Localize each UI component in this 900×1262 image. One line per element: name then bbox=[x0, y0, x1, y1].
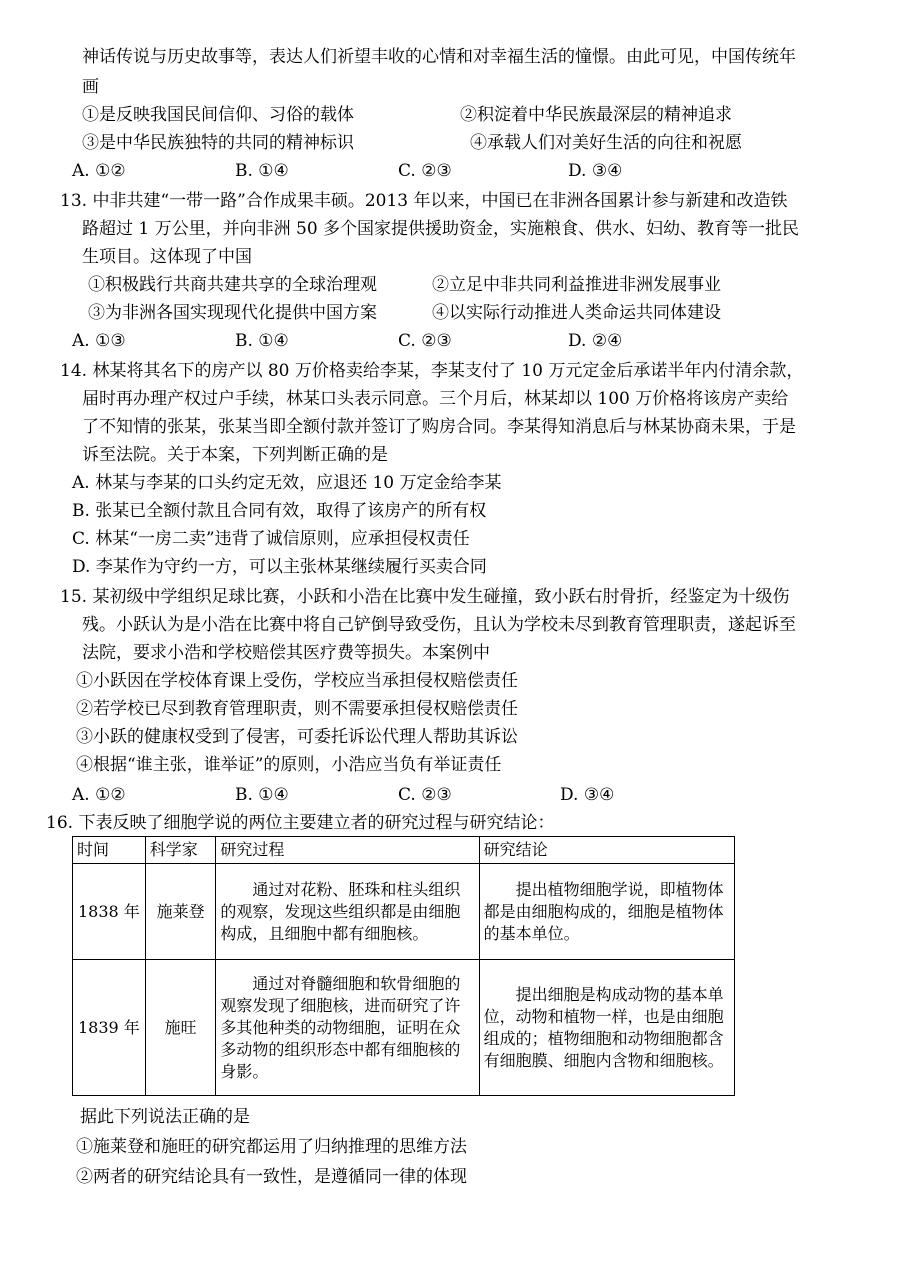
q12-statement-1: ①是反映我国民间信仰、习俗的载体 bbox=[82, 105, 354, 125]
q14-option-b[interactable]: B. 张某已全额付款且合同有效，取得了该房产的所有权 bbox=[72, 501, 487, 521]
q14-stem-line2: 届时再办理产权过户手续，林某口头表示同意。三个月后，林某却以 100 万价格将该房产卖给 bbox=[82, 389, 789, 409]
q12-statement-2: ②积淀着中华民族最深层的精神追求 bbox=[460, 105, 732, 125]
q13-option-a[interactable]: A. ①③ bbox=[72, 331, 126, 351]
q12-option-d[interactable]: D. ③④ bbox=[568, 161, 623, 181]
row2-process: 通过对脊髓细胞和软骨细胞的观察发现了细胞核，进而研究了许多其他种类的动物细胞，证明在众多动物的组织形态中都有细胞核的身影。 bbox=[216, 960, 479, 1096]
q15-statement-4: ④根据“谁主张，谁举证”的原则，小浩应当负有举证责任 bbox=[76, 755, 502, 775]
table-row bbox=[73, 960, 735, 1096]
q13-statement-2: ②立足中非共同利益推进非洲发展事业 bbox=[432, 275, 721, 295]
q12-statement-4: ④承载人们对美好生活的向往和祝愿 bbox=[470, 133, 742, 153]
header-time: 时间 bbox=[73, 837, 146, 864]
q15-option-b[interactable]: B. ①④ bbox=[235, 785, 289, 805]
q15-option-d[interactable]: D. ③④ bbox=[560, 785, 615, 805]
q12-option-a[interactable]: A. ①② bbox=[72, 161, 126, 181]
row2-scientist: 施旺 bbox=[145, 960, 216, 1096]
row2-time: 1839 年 bbox=[73, 960, 146, 1096]
q14-option-a[interactable]: A. 林某与李某的口头约定无效，应退还 10 万定金给李某 bbox=[72, 473, 502, 493]
q13-stem-line3: 生项目。这体现了中国 bbox=[82, 247, 252, 267]
q12-stem-line1: 神话传说与历史故事等，表达人们祈望丰收的心情和对幸福生活的憧憬。由此可见，中国传统年 bbox=[82, 47, 796, 67]
row1-conclusion: 提出植物细胞学说，即植物体都是由细胞构成的，细胞是植物体的基本单位。 bbox=[479, 864, 734, 960]
q16-stem-line1: 16. 下表反映了细胞学说的两位主要建立者的研究过程与研究结论： bbox=[46, 813, 555, 833]
row1-scientist: 施莱登 bbox=[145, 864, 216, 960]
q13-statement-3: ③为非洲各国实现现代化提供中国方案 bbox=[88, 303, 377, 323]
row2-conclusion: 提出细胞是构成动物的基本单位，动物和植物一样，也是由细胞组成的；植物细胞和动物细胞都含有细胞膜、细胞内含物和细胞核。 bbox=[479, 960, 734, 1096]
q12-option-b[interactable]: B. ①④ bbox=[235, 161, 289, 181]
cell-theory-table bbox=[72, 836, 735, 1096]
q16-statement-2: ②两者的研究结论具有一致性，是遵循同一律的体现 bbox=[76, 1167, 467, 1187]
q12-statement-3: ③是中华民族独特的共同的精神标识 bbox=[82, 133, 354, 153]
table-header-row bbox=[73, 837, 735, 864]
q13-option-b[interactable]: B. ①④ bbox=[235, 331, 289, 351]
q13-option-c[interactable]: C. ②③ bbox=[398, 331, 452, 351]
q14-stem-line4: 诉至法院。关于本案，下列判断正确的是 bbox=[82, 445, 388, 465]
row1-time: 1838 年 bbox=[73, 864, 146, 960]
q15-option-a[interactable]: A. ①② bbox=[72, 785, 126, 805]
q14-stem-line3: 了不知情的张某，张某当即全额付款并签订了购房合同。李某得知消息后与林某协商未果，于是 bbox=[82, 417, 796, 437]
q15-option-c[interactable]: C. ②③ bbox=[398, 785, 452, 805]
row1-process: 通过对花粉、胚珠和柱头组织的观察，发现这些组织都是由细胞构成，且细胞中都有细胞核。 bbox=[216, 864, 479, 960]
q14-stem-line1: 14. 林某将其名下的房产以 80 万价格卖给李某，李某支付了 10 万元定金后承诺半年内付清余款， bbox=[60, 361, 804, 381]
q14-option-d[interactable]: D. 李某作为守约一方，可以主张林某继续履行买卖合同 bbox=[72, 557, 487, 577]
q16-statement-1: ①施莱登和施旺的研究都运用了归纳推理的思维方法 bbox=[76, 1137, 467, 1157]
q12-stem-line2: 画 bbox=[82, 77, 99, 97]
q15-stem-line2: 残。小跃认为是小浩在比赛中将自己铲倒导致受伤，且认为学校未尽到教育管理职责，遂起诉至 bbox=[82, 615, 796, 635]
q13-option-d[interactable]: D. ②④ bbox=[568, 331, 623, 351]
q12-option-c[interactable]: C. ②③ bbox=[398, 161, 452, 181]
q15-statement-1: ①小跃因在学校体育课上受伤，学校应当承担侵权赔偿责任 bbox=[76, 671, 518, 691]
header-process: 研究过程 bbox=[216, 837, 479, 864]
header-conclusion: 研究结论 bbox=[479, 837, 734, 864]
q15-stem-line3: 法院，要求小浩和学校赔偿其医疗费等损失。本案例中 bbox=[82, 643, 490, 663]
q15-statement-2: ②若学校已尽到教育管理职责，则不需要承担侵权赔偿责任 bbox=[76, 699, 518, 719]
q13-stem-line2: 路超过 1 万公里，并向非洲 50 多个国家提供援助资金，实施粮食、供水、妇幼、教育等一批民 bbox=[82, 219, 800, 239]
header-scientist: 科学家 bbox=[145, 837, 216, 864]
q13-stem-line1: 13. 中非共建“一带一路”合作成果丰硕。2013 年以来，中国已在非洲各国累计参与新建和改造铁 bbox=[60, 191, 788, 211]
q15-stem-line1: 15. 某初级中学组织足球比赛，小跃和小浩在比赛中发生碰撞，致小跃右肘骨折，经鉴定为十级伤 bbox=[60, 587, 790, 607]
q15-statement-3: ③小跃的健康权受到了侵害，可委托诉讼代理人帮助其诉讼 bbox=[76, 727, 518, 747]
table-row bbox=[73, 864, 735, 960]
q13-statement-1: ①积极践行共商共建共享的全球治理观 bbox=[88, 275, 377, 295]
q16-question: 据此下列说法正确的是 bbox=[80, 1107, 250, 1127]
q14-option-c[interactable]: C. 林某“一房二卖”违背了诚信原则，应承担侵权责任 bbox=[72, 529, 470, 549]
q13-statement-4: ④以实际行动推进人类命运共同体建设 bbox=[432, 303, 721, 323]
